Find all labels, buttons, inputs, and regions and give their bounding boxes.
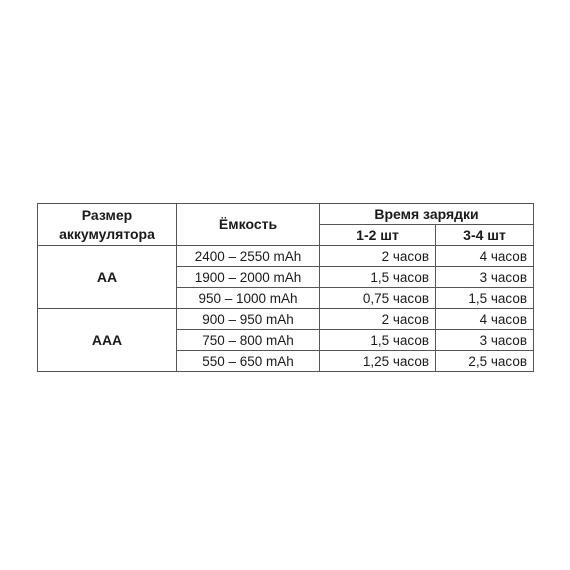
time-1-2-cell: 1,5 часов (320, 330, 436, 351)
size-cell-aa: AA (38, 246, 177, 309)
time-3-4-cell: 3 часов (436, 330, 534, 351)
time-1-2-cell: 1,25 часов (320, 351, 436, 372)
time-3-4-cell: 3 часов (436, 267, 534, 288)
time-1-2-cell: 2 часов (320, 246, 436, 267)
size-header-line2: аккумулятора (59, 225, 155, 242)
time-1-2-cell: 1,5 часов (320, 267, 436, 288)
time-3-4-cell: 1,5 часов (436, 288, 534, 309)
size-cell-aaa: AAA (38, 309, 177, 372)
capacity-cell: 950 – 1000 mAh (177, 288, 320, 309)
table-row (38, 246, 534, 267)
time-1-2-cell: 0,75 часов (320, 288, 436, 309)
table-row (38, 309, 534, 330)
time-1-2-cell: 2 часов (320, 309, 436, 330)
group-1-2-header: 1-2 шт (320, 225, 436, 246)
capacity-cell: 550 – 650 mAh (177, 351, 320, 372)
charge-time-header: Время зарядки (320, 204, 534, 225)
group-3-4-header: 3-4 шт (436, 225, 534, 246)
time-3-4-cell: 4 часов (436, 246, 534, 267)
size-header-line1: Размер (81, 206, 133, 223)
size-header (38, 204, 177, 246)
capacity-cell: 2400 – 2550 mAh (177, 246, 320, 267)
capacity-header: Ёмкость (177, 204, 320, 246)
capacity-cell: 900 – 950 mAh (177, 309, 320, 330)
time-3-4-cell: 2,5 часов (436, 351, 534, 372)
charging-time-table (37, 203, 534, 372)
capacity-cell: 1900 – 2000 mAh (177, 267, 320, 288)
capacity-cell: 750 – 800 mAh (177, 330, 320, 351)
time-3-4-cell: 4 часов (436, 309, 534, 330)
header-row-top (38, 204, 534, 225)
